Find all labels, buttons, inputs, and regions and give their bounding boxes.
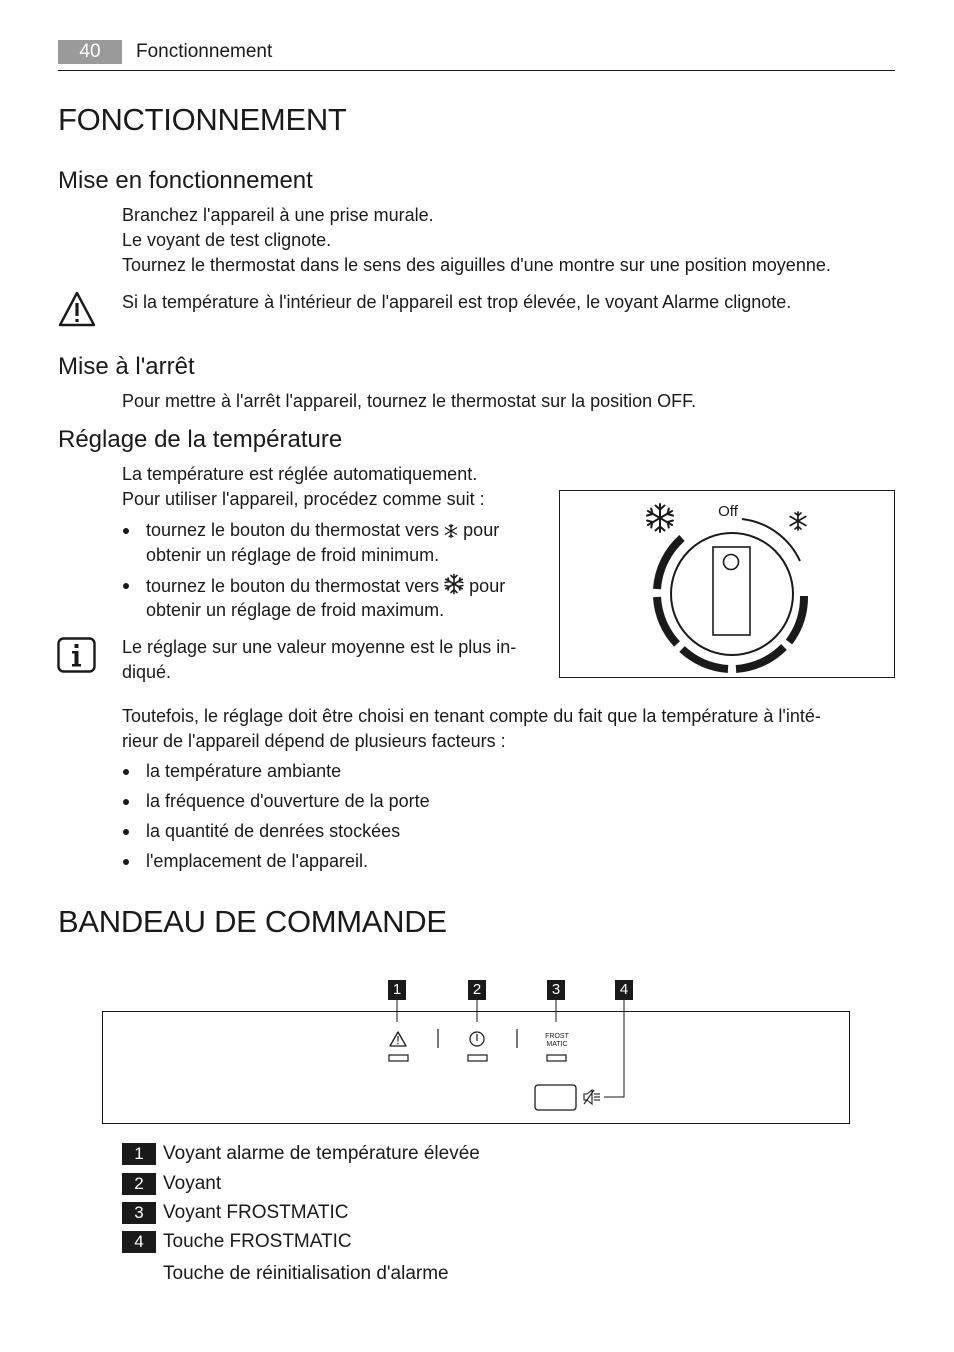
heading-mise-a-l-arret: Mise à l'arrêt — [58, 353, 195, 380]
power-led — [468, 1055, 487, 1061]
factor-text: la quantité de denrées stockées — [146, 821, 401, 841]
legend-text: Touche FROSTMATIC — [163, 1231, 352, 1252]
text-line: Le réglage sur une valeur moyenne est le plus in- — [122, 637, 517, 657]
legend-number: 2 — [122, 1173, 156, 1195]
page-number: 40 — [58, 40, 122, 64]
frost-label-line2: MATIC — [546, 1041, 568, 1048]
alarm-mute-icon — [584, 1090, 600, 1104]
heading-reglage-temperature: Réglage de la température — [58, 426, 343, 453]
text-line: Pour utiliser l'appareil, procédez comme suit : — [122, 489, 485, 509]
section-title-fonctionnement: FONCTIONNEMENT — [58, 102, 347, 137]
control-panel — [102, 1011, 850, 1124]
bullet-text-before: tournez le bouton du thermostat vers — [146, 576, 440, 596]
legend-number: 4 — [122, 1231, 156, 1253]
frost-label-line1: FROST — [545, 1033, 569, 1040]
heading-mise-en-fonctionnement: Mise en fonctionnement — [58, 167, 313, 194]
legend-text: Voyant FROSTMATIC — [163, 1202, 349, 1223]
bullet-text-after: pour — [469, 576, 506, 596]
section-title-bandeau: BANDEAU DE COMMANDE — [58, 904, 447, 939]
legend-number: 1 — [122, 1143, 156, 1165]
mise-a-l-arret-text: Pour mettre à l'arrêt l'appareil, tournez le thermostat sur la position OFF. — [122, 391, 697, 411]
callout-2: 2 — [468, 980, 486, 1000]
legend-number: 3 — [122, 1202, 156, 1224]
text-line: diqué. — [122, 662, 172, 682]
callout-1: 1 — [388, 980, 406, 1000]
warning-text: Si la température à l'intérieur de l'appareil est trop élevée, le voyant Alarme clignote. — [122, 292, 792, 312]
control-panel-illustration — [103, 1012, 849, 1123]
factor-text: la température ambiante — [146, 761, 342, 781]
bullet-text-line2: obtenir un réglage de froid minimum. — [146, 545, 440, 565]
text-line: Toutefois, le réglage doit être choisi en tenant compte du fait que la température à l'inté- — [122, 706, 821, 726]
bullet-text-after: pour — [463, 520, 500, 540]
alarm-warning-icon — [390, 1032, 406, 1046]
frostmatic-button — [535, 1085, 576, 1110]
legend-text: Voyant — [163, 1173, 222, 1194]
bullet-text-line2: obtenir un réglage de froid maximum. — [146, 600, 445, 620]
text-line: Branchez l'appareil à une prise murale. — [122, 205, 434, 225]
legend-text: Voyant alarme de température élevée — [163, 1143, 480, 1164]
dial-off-label: Off — [718, 503, 738, 520]
frostmatic-led — [547, 1055, 566, 1061]
factor-text: la fréquence d'ouverture de la porte — [146, 791, 430, 811]
bullet-text-before: tournez le bouton du thermostat vers — [146, 520, 440, 540]
legend-text-extra: Touche de réinitialisation d'alarme — [163, 1263, 449, 1284]
power-icon — [470, 1032, 484, 1046]
text-line: Le voyant de test clignote. — [122, 230, 332, 250]
factor-text: l'emplacement de l'appareil. — [146, 851, 368, 871]
text-line: La température est réglée automatiquement. — [122, 464, 478, 484]
callout-4: 4 — [615, 980, 633, 1000]
running-title: Fonctionnement — [136, 41, 273, 62]
text-line: rieur de l'appareil dépend de plusieurs facteurs : — [122, 731, 506, 751]
alarm-led — [389, 1055, 408, 1061]
callout-3: 3 — [547, 980, 565, 1000]
text-line: Tournez le thermostat dans le sens des aiguilles d'une montre sur une position moyenne. — [122, 255, 831, 275]
